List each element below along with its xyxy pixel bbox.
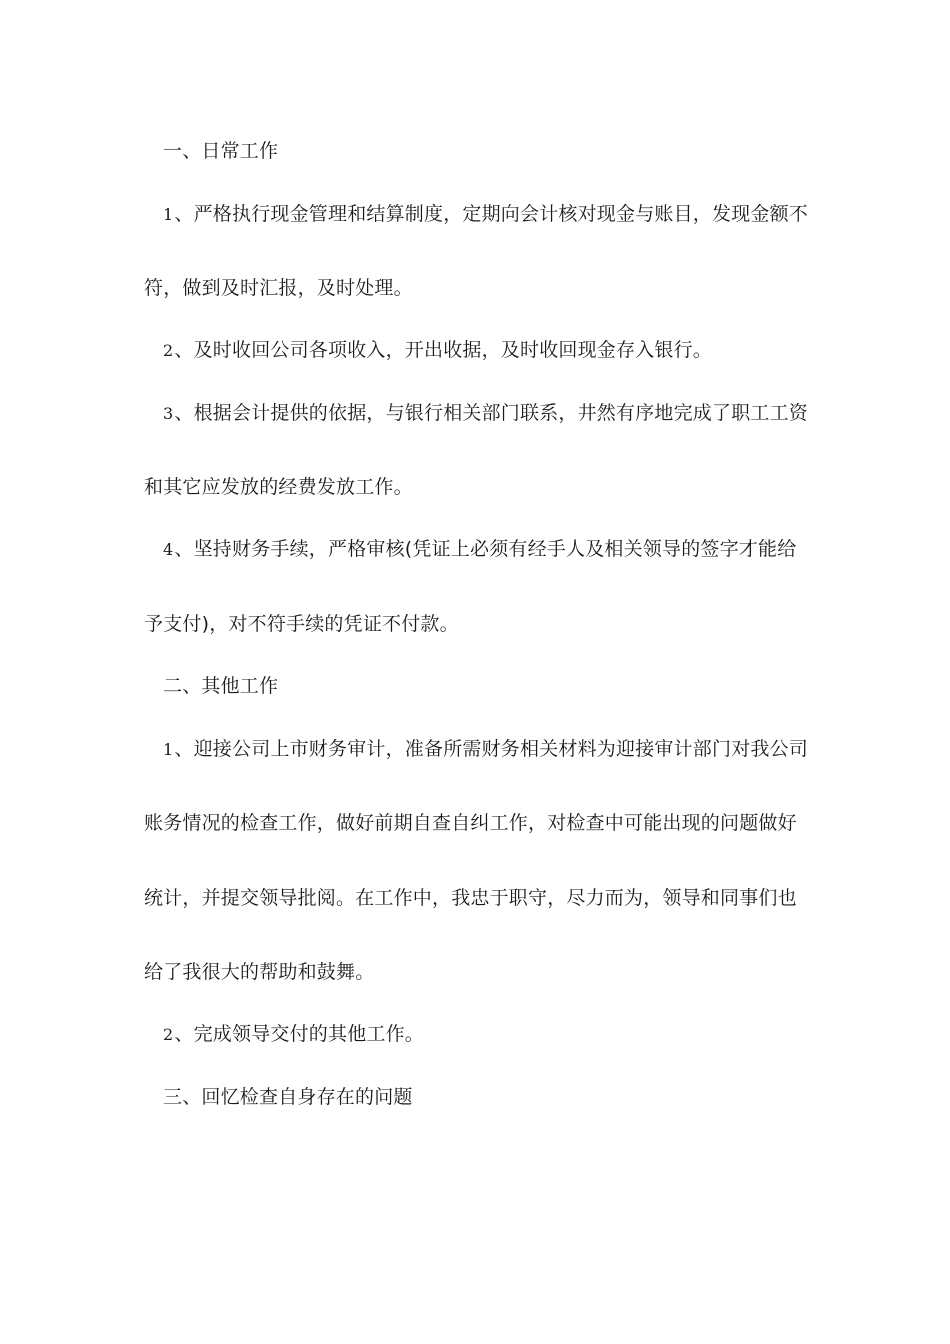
paragraph-text: 、坚持财务手续，严格审核(凭证上必须有经手人及相关领导的签字才能给: [174, 538, 797, 560]
section-heading-other-work: 二、其他工作: [163, 675, 279, 697]
item-number: 1: [163, 740, 174, 759]
paragraph-text: 、根据会计提供的依据，与银行相关部门联系，井然有序地完成了职工工资: [174, 402, 808, 424]
paragraph-text: 、及时收回公司各项收入，开出收据，及时收回现金存入银行。: [174, 339, 712, 361]
item-number: 1: [163, 205, 174, 224]
paragraph-line: 账务情况的检查工作，做好前期自查自纠工作，对检查中可能出现的问题做好: [144, 812, 797, 834]
paragraph-line: [163, 200, 833, 229]
item-number: 2: [163, 341, 174, 360]
section-heading-self-review: 三、回忆检查自身存在的问题: [163, 1086, 413, 1108]
paragraph-line: 统计，并提交领导批阅。在工作中，我忠于职守，尽力而为，领导和同事们也: [144, 887, 797, 909]
paragraph-line: 符，做到及时汇报，及时处理。: [144, 277, 413, 299]
section-heading-daily-work: 一、日常工作: [163, 140, 279, 162]
paragraph-line: [163, 735, 833, 764]
paragraph-line: 给了我很大的帮助和鼓舞。: [144, 961, 375, 983]
item-number: 3: [163, 404, 174, 423]
paragraph-text: 、完成领导交付的其他工作。: [174, 1023, 424, 1045]
paragraph-text: 、严格执行现金管理和结算制度，定期向会计核对现金与账目，发现金额不: [174, 203, 808, 225]
paragraph-line: [163, 336, 833, 365]
paragraph-line: 和其它应发放的经费发放工作。: [144, 476, 413, 498]
paragraph-line: [163, 535, 833, 564]
paragraph-text: 、迎接公司上市财务审计，准备所需财务相关材料为迎接审计部门对我公司: [174, 738, 808, 760]
paragraph-line: [163, 1020, 833, 1049]
item-number: 2: [163, 1025, 174, 1044]
item-number: 4: [163, 540, 174, 559]
paragraph-line: 予支付)，对不符手续的凭证不付款。: [144, 613, 459, 635]
paragraph-line: [163, 399, 833, 428]
